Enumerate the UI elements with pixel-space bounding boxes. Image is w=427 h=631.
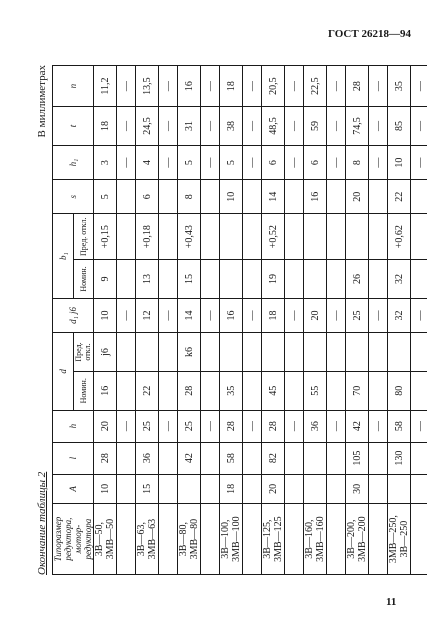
- cell-h1: —: [243, 145, 262, 179]
- table-row: [178, 66, 201, 575]
- header-t: t: [53, 107, 94, 146]
- cell-b-nom: 9: [94, 260, 117, 299]
- table-row: [159, 66, 178, 575]
- cell-d1: —: [369, 298, 388, 332]
- cell-A: [369, 474, 388, 504]
- cell-d-tol: [388, 333, 411, 372]
- cell-h: 58: [388, 410, 411, 442]
- standard-number: ГОСТ 26218—94: [328, 28, 411, 40]
- header-d-tol: Пред. откл.: [73, 333, 94, 372]
- cell-type: [117, 504, 136, 575]
- cell-t: 59: [304, 107, 327, 146]
- cell-d-tol: [243, 333, 262, 372]
- cell-d-nom: 16: [94, 371, 117, 410]
- cell-b-nom: [159, 260, 178, 299]
- cell-b-tol: [346, 214, 369, 260]
- cell-n: 13,5: [136, 66, 159, 107]
- table-row: [388, 66, 411, 575]
- table-row: [304, 66, 327, 575]
- cell-t: —: [369, 107, 388, 146]
- cell-b-tol: [369, 214, 388, 260]
- cell-h1: 4: [136, 145, 159, 179]
- units-note: В миллиметрах: [36, 65, 48, 138]
- header-type: Типоразмер редуктора, мотор-редуктора: [53, 504, 94, 575]
- cell-A: 20: [262, 474, 285, 504]
- cell-d-nom: 70: [346, 371, 369, 410]
- cell-s: 22: [388, 180, 411, 214]
- dimensions-table: [52, 65, 427, 575]
- cell-l: [411, 442, 427, 474]
- cell-d-tol: [304, 333, 327, 372]
- cell-d-nom: 45: [262, 371, 285, 410]
- cell-type: [327, 504, 346, 575]
- table-row: [136, 66, 159, 575]
- table-row: [220, 66, 243, 575]
- cell-d-nom: [369, 371, 388, 410]
- cell-b-nom: [243, 260, 262, 299]
- cell-s: [243, 180, 262, 214]
- cell-b-nom: 26: [346, 260, 369, 299]
- cell-type: 3В—160, 3МВ—160: [304, 504, 327, 575]
- table-row: [262, 66, 285, 575]
- cell-h1: —: [159, 145, 178, 179]
- table-row: [327, 66, 346, 575]
- cell-d1: —: [243, 298, 262, 332]
- header-d: d: [53, 333, 74, 411]
- cell-b-nom: [327, 260, 346, 299]
- cell-s: 10: [220, 180, 243, 214]
- cell-h: 25: [178, 410, 201, 442]
- cell-l: [285, 442, 304, 474]
- cell-t: 18: [94, 107, 117, 146]
- header-b-tol: Пред. откл.: [73, 214, 94, 260]
- cell-d1: 14: [178, 298, 201, 332]
- cell-d-nom: [159, 371, 178, 410]
- header-b: b₁: [53, 214, 74, 298]
- cell-A: 30: [346, 474, 369, 504]
- cell-d1: 12: [136, 298, 159, 332]
- cell-A: 15: [136, 474, 159, 504]
- cell-h1: —: [117, 145, 136, 179]
- cell-s: 6: [136, 180, 159, 214]
- cell-l: 28: [94, 442, 117, 474]
- cell-d1: —: [117, 298, 136, 332]
- cell-A: [411, 474, 427, 504]
- cell-t: —: [201, 107, 220, 146]
- cell-A: 10: [94, 474, 117, 504]
- cell-d-nom: [327, 371, 346, 410]
- cell-b-tol: [285, 214, 304, 260]
- cell-t: —: [117, 107, 136, 146]
- cell-b-tol: [220, 214, 243, 260]
- cell-A: 18: [220, 474, 243, 504]
- cell-type: [159, 504, 178, 575]
- cell-h: —: [243, 410, 262, 442]
- rotated-table-block: [36, 65, 426, 575]
- cell-A: [243, 474, 262, 504]
- cell-b-nom: 13: [136, 260, 159, 299]
- cell-d-tol: [201, 333, 220, 372]
- cell-type: 3В—100, 3МВ—100: [220, 504, 243, 575]
- cell-A: [327, 474, 346, 504]
- cell-type: [369, 504, 388, 575]
- cell-s: [159, 180, 178, 214]
- cell-s: 8: [178, 180, 201, 214]
- cell-b-nom: 19: [262, 260, 285, 299]
- cell-l: [117, 442, 136, 474]
- cell-h1: —: [201, 145, 220, 179]
- cell-A: [201, 474, 220, 504]
- cell-b-nom: [411, 260, 427, 299]
- cell-h: 28: [220, 410, 243, 442]
- cell-h1: 5: [220, 145, 243, 179]
- cell-type: [285, 504, 304, 575]
- table-row: [243, 66, 262, 575]
- cell-l: 82: [262, 442, 285, 474]
- table-row: [201, 66, 220, 575]
- table-row: [346, 66, 369, 575]
- cell-l: 36: [136, 442, 159, 474]
- cell-h: 20: [94, 410, 117, 442]
- cell-type: 3МВ—250, 3В—250: [388, 504, 411, 575]
- cell-h1: —: [411, 145, 427, 179]
- cell-A: [178, 474, 201, 504]
- header-d-nom: Номин.: [73, 371, 94, 410]
- cell-type: 3В—50, 3МВ—50: [94, 504, 117, 575]
- cell-d1: —: [327, 298, 346, 332]
- cell-d-tol: [159, 333, 178, 372]
- cell-t: —: [327, 107, 346, 146]
- cell-t: —: [243, 107, 262, 146]
- cell-h: —: [411, 410, 427, 442]
- cell-h1: —: [285, 145, 304, 179]
- cell-l: 42: [178, 442, 201, 474]
- header-l: l: [53, 442, 94, 474]
- cell-b-tol: [243, 214, 262, 260]
- cell-n: 35: [388, 66, 411, 107]
- cell-h: —: [327, 410, 346, 442]
- cell-b-tol: [411, 214, 427, 260]
- cell-d-nom: 35: [220, 371, 243, 410]
- cell-type: 3В—80, 3МВ—80: [178, 504, 201, 575]
- cell-b-tol: +0,52: [262, 214, 285, 260]
- cell-s: 16: [304, 180, 327, 214]
- cell-h1: 8: [346, 145, 369, 179]
- cell-l: 130: [388, 442, 411, 474]
- cell-h1: 3: [94, 145, 117, 179]
- cell-s: 5: [94, 180, 117, 214]
- cell-s: [327, 180, 346, 214]
- table-row: [411, 66, 427, 575]
- header-s: s: [53, 180, 94, 214]
- cell-d-nom: [201, 371, 220, 410]
- table-row: [94, 66, 117, 575]
- cell-t: —: [159, 107, 178, 146]
- cell-d-tol: j6: [94, 333, 117, 372]
- table-row: [369, 66, 388, 575]
- cell-b-tol: [201, 214, 220, 260]
- cell-type: [411, 504, 427, 575]
- cell-s: [117, 180, 136, 214]
- cell-s: 14: [262, 180, 285, 214]
- header-h1: h₁: [53, 145, 94, 179]
- cell-d-nom: 80: [388, 371, 411, 410]
- cell-d-tol: [285, 333, 304, 372]
- cell-type: 3В—63, 3МВ—63: [136, 504, 159, 575]
- cell-l: [159, 442, 178, 474]
- cell-t: 31: [178, 107, 201, 146]
- cell-d1: —: [285, 298, 304, 332]
- header-A: A: [53, 474, 94, 504]
- cell-d1: —: [201, 298, 220, 332]
- cell-n: —: [243, 66, 262, 107]
- cell-h: 28: [262, 410, 285, 442]
- cell-h1: 6: [304, 145, 327, 179]
- cell-n: —: [369, 66, 388, 107]
- cell-d-tol: [136, 333, 159, 372]
- cell-b-tol: +0,43: [178, 214, 201, 260]
- cell-b-nom: [369, 260, 388, 299]
- cell-t: 74,5: [346, 107, 369, 146]
- cell-b-tol: [304, 214, 327, 260]
- cell-t: 85: [388, 107, 411, 146]
- cell-b-tol: [327, 214, 346, 260]
- cell-type: [201, 504, 220, 575]
- cell-d-tol: [262, 333, 285, 372]
- cell-d1: 32: [388, 298, 411, 332]
- cell-b-tol: +0,62: [388, 214, 411, 260]
- cell-n: —: [117, 66, 136, 107]
- cell-d-nom: 22: [136, 371, 159, 410]
- cell-h1: —: [327, 145, 346, 179]
- cell-d1: —: [159, 298, 178, 332]
- cell-h1: 5: [178, 145, 201, 179]
- cell-A: [388, 474, 411, 504]
- cell-h1: —: [369, 145, 388, 179]
- cell-type: [243, 504, 262, 575]
- cell-d-nom: 55: [304, 371, 327, 410]
- cell-l: [327, 442, 346, 474]
- cell-d1: 16: [220, 298, 243, 332]
- cell-h: —: [369, 410, 388, 442]
- cell-t: —: [411, 107, 427, 146]
- cell-b-tol: [159, 214, 178, 260]
- cell-n: —: [411, 66, 427, 107]
- cell-b-tol: [117, 214, 136, 260]
- cell-n: 22,5: [304, 66, 327, 107]
- table-caption: Окончание таблицы 2: [36, 471, 48, 575]
- cell-n: —: [327, 66, 346, 107]
- cell-n: 18: [220, 66, 243, 107]
- cell-d1: 20: [304, 298, 327, 332]
- cell-l: [369, 442, 388, 474]
- cell-d1: —: [411, 298, 427, 332]
- cell-l: 105: [346, 442, 369, 474]
- cell-s: [285, 180, 304, 214]
- cell-d-tol: k6: [178, 333, 201, 372]
- cell-h: —: [285, 410, 304, 442]
- cell-n: 11,2: [94, 66, 117, 107]
- cell-d1: 10: [94, 298, 117, 332]
- cell-A: [159, 474, 178, 504]
- cell-l: [304, 442, 327, 474]
- cell-t: 38: [220, 107, 243, 146]
- cell-t: 48,5: [262, 107, 285, 146]
- cell-b-nom: [220, 260, 243, 299]
- cell-s: [369, 180, 388, 214]
- cell-t: 24,5: [136, 107, 159, 146]
- cell-A: [304, 474, 327, 504]
- cell-s: [201, 180, 220, 214]
- cell-b-nom: [304, 260, 327, 299]
- cell-d-nom: 28: [178, 371, 201, 410]
- cell-b-tol: +0,18: [136, 214, 159, 260]
- cell-type: 3В—125, 3МВ—125: [262, 504, 285, 575]
- cell-n: —: [201, 66, 220, 107]
- cell-b-nom: [117, 260, 136, 299]
- cell-h: —: [159, 410, 178, 442]
- cell-type: 3В—200, 3МВ—200: [346, 504, 369, 575]
- cell-h: —: [117, 410, 136, 442]
- table-row: [117, 66, 136, 575]
- header-d1: d₁ j6: [53, 298, 94, 332]
- cell-s: 20: [346, 180, 369, 214]
- cell-d-tol: [327, 333, 346, 372]
- cell-s: [411, 180, 427, 214]
- cell-h1: 6: [262, 145, 285, 179]
- cell-d-nom: [411, 371, 427, 410]
- cell-l: 58: [220, 442, 243, 474]
- cell-A: [117, 474, 136, 504]
- cell-b-nom: [285, 260, 304, 299]
- cell-d-nom: [285, 371, 304, 410]
- cell-d1: 25: [346, 298, 369, 332]
- cell-h: 36: [304, 410, 327, 442]
- cell-n: —: [159, 66, 178, 107]
- cell-d-tol: [220, 333, 243, 372]
- cell-d1: 18: [262, 298, 285, 332]
- table-row: [285, 66, 304, 575]
- header-b-nom: Номин.: [73, 260, 94, 299]
- cell-d-tol: [369, 333, 388, 372]
- cell-n: —: [285, 66, 304, 107]
- cell-d-tol: [411, 333, 427, 372]
- cell-h: —: [201, 410, 220, 442]
- cell-n: 28: [346, 66, 369, 107]
- cell-b-tol: +0,15: [94, 214, 117, 260]
- cell-l: [243, 442, 262, 474]
- header-n: n: [53, 66, 94, 107]
- cell-d-nom: [117, 371, 136, 410]
- cell-h1: 10: [388, 145, 411, 179]
- cell-n: 20,5: [262, 66, 285, 107]
- cell-d-tol: [117, 333, 136, 372]
- cell-b-nom: [201, 260, 220, 299]
- header-h: h: [53, 410, 94, 442]
- cell-n: 16: [178, 66, 201, 107]
- cell-A: [285, 474, 304, 504]
- cell-t: —: [285, 107, 304, 146]
- cell-d-nom: [243, 371, 262, 410]
- cell-l: [201, 442, 220, 474]
- cell-b-nom: 32: [388, 260, 411, 299]
- cell-h: 25: [136, 410, 159, 442]
- page-number: 11: [386, 596, 397, 608]
- cell-b-nom: 15: [178, 260, 201, 299]
- cell-h: 42: [346, 410, 369, 442]
- cell-d-tol: [346, 333, 369, 372]
